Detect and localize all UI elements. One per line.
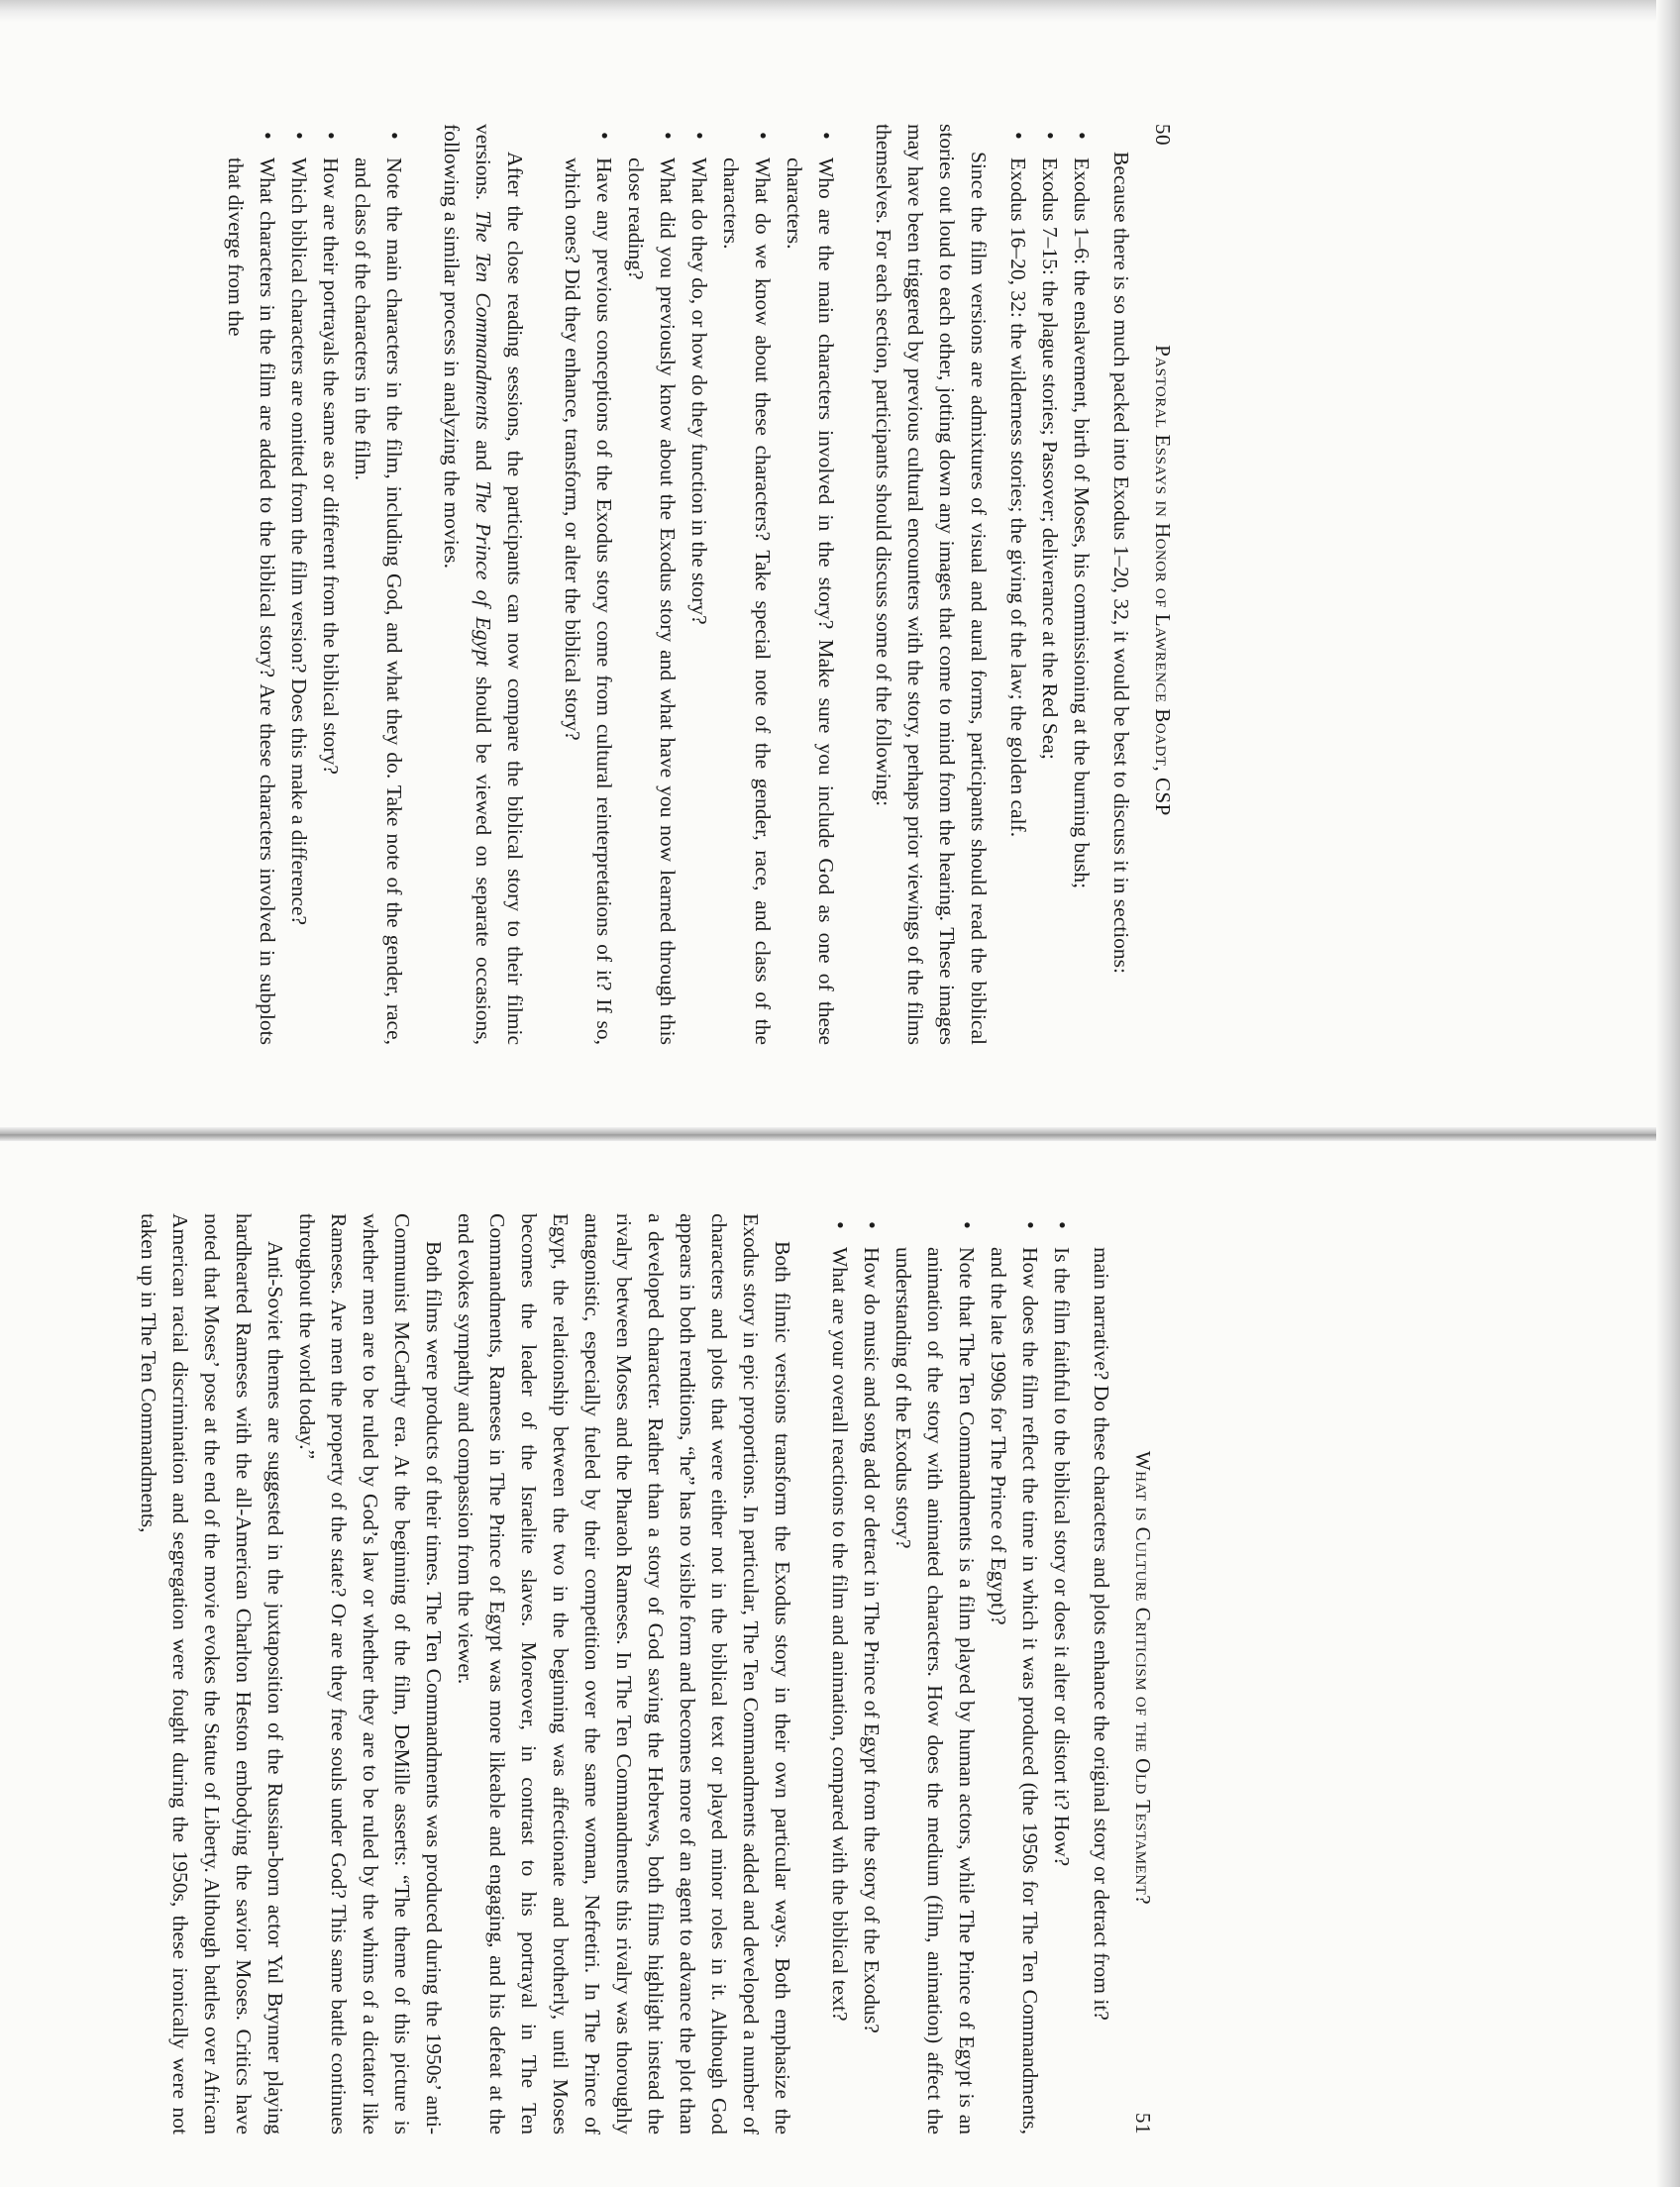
running-header	[1147, 124, 1179, 1045]
paragraph: Because there is so much packed into Exodus 1–20, 32, it would be best to discuss it in sections:	[1109, 152, 1133, 975]
list-item: • What are your overall reactions to the film and animation, compared with the biblical text?	[824, 1247, 856, 2135]
section-list	[1002, 124, 1098, 1045]
paragraph: Since the film versions are admixtures of visual and aural forms, participants should read the biblical stories out loud to each other, jotting down any images that come to mind from the hearing. These images may have been triggered by previous cultural encounters with the story, perhaps prior viewings of the films themselves. For each section, participants should discuss some of the following:	[872, 124, 991, 1045]
paragraph: Both films were products of their times. The Ten Commandments was produced during the 1950s’ anti-Communist McCarthy era. At the beginning of the film, DeMille asserts: “The theme of this picture is whether men are to be ruled by God’s law or whether they are to be ruled by the whims of a dictator like Rameses. Are men the property of the state? Or are they free souls under God? This same battle continues throughout the world today.”	[295, 1213, 446, 2135]
list-item: • Exodus 7–15: the plague stories; Passover; deliverance at the Red Sea;	[1034, 157, 1066, 1045]
book-spine-shadow	[0, 1127, 1680, 1141]
list-item: • Note the main characters in the film, including God, and what they do. Take note of the gender, race, and class of the characters in the film.	[347, 157, 410, 1045]
scan-right-edge	[1656, 0, 1680, 2187]
list-item: • Which biblical characters are omitted from the film version? Does this make a difference?	[283, 157, 315, 1045]
question-list	[557, 124, 842, 1045]
running-title: Pastoral Essays in Honor of Lawrence Boadt, CSP	[1151, 345, 1175, 816]
film-question-list	[220, 124, 410, 1045]
list-item: • Is the film faithful to the biblical story or does it alter or distort it? How?	[1046, 1247, 1078, 2135]
list-item: • What characters in the film are added to the biblical story? Are these characters involved in subplots that diverge from the	[220, 157, 283, 1045]
running-title: What is Culture Criticism of the Old Testament?	[1131, 1450, 1155, 1906]
list-item: • What do we know about these characters? Take special note of the gender, race, and class of the characters.	[715, 157, 779, 1045]
list-item: • What did you previously know about the Exodus story and what have you now learned through this close reading?	[620, 157, 683, 1045]
list-item: • Exodus 1–6: the enslavement, birth of Moses, his commissioning at the burning bush;	[1066, 157, 1098, 1045]
paragraph: Anti-Soviet themes are suggested in the juxtaposition of the Russian-born actor Yul Brynner playing hardhearted Rameses with the all-American Charlton Heston embodying the savior Moses. Critics have noted that Moses’ pose at the end of the movie evokes the Statue of Liberty. Although battles over African American racial discrimination and segregation were fought during the 1950s, these ironically were not taken up in The Ten Commandments,	[137, 1213, 287, 2135]
page-number: 50	[1151, 124, 1175, 146]
page-number: 51	[1131, 2113, 1155, 2135]
scan-top-edge	[0, 0, 1680, 22]
running-header	[1127, 1213, 1159, 2135]
list-item: • How does the film reflect the time in which it was produced (the 1950s for The Ten Commandments, and the late 1990s for The Prince of Egypt)?	[983, 1247, 1046, 2135]
text-run: and	[472, 429, 495, 481]
list-item: • How are their portrayals the same as or different from the biblical story?	[315, 157, 347, 1045]
list-item: • Have any previous conceptions of the Exodus story come from cultural reinterpretations of it? If so, which ones? Did they enhance, transform, or alter the biblical story?	[557, 157, 620, 1045]
paragraph	[436, 124, 531, 1045]
film-title: The Prince of Egypt	[472, 480, 495, 667]
film-question-list-continued	[824, 1213, 1078, 2135]
text-run: After the close reading sessions, the participants can now compare the biblical story to their filmic versions.	[472, 124, 527, 1045]
page-51	[137, 1213, 1159, 2135]
list-item: • Exodus 16–20, 32: the wilderness stories; the giving of the law; the golden calf.	[1002, 157, 1034, 1045]
page-50	[188, 124, 1179, 1045]
text-run: should be viewed on separate occasions, following a similar process in analyzing the movies.	[440, 124, 495, 1045]
list-item: • How do music and song add or detract in The Prince of Egypt from the story of the Exodus?	[856, 1247, 888, 2135]
list-item: • What do they do, or how do they function in the story?	[683, 157, 715, 1045]
paragraph: Both filmic versions transform the Exodus story in their own particular ways. Both emphasize the Exodus story in epic proportions. In particular, The Ten Commandments added and developed a number of characters and plots that were either not in the biblical text or played minor roles in it. Although God appears in both renditions, “he” has no visible form and becomes more of an agent to advance the plot than a developed character. Rather than a story of God saving the Hebrews, both films highlight instead the rivalry between Moses and the Pharaoh Rameses. In The Ten Commandments this rivalry was thoroughly antagonistic, especially fueled by their competition over the same woman, Nefretiri. In The Prince of Egypt, the relationship between the two in the beginning was affectionate and brotherly, until Moses becomes the leader of the Israelite slaves. Moreover, in contrast to his portrayal in The Ten Commandments, Rameses in The Prince of Egypt was more likeable and engaging, and his defeat at the end evokes sympathy and compassion from the viewer.	[454, 1213, 794, 2135]
film-title: The Ten Commandments	[472, 210, 495, 430]
paragraph: main narrative? Do these characters and plots enhance the original story or detract from it?	[1090, 1247, 1113, 2021]
list-item: • Note that The Ten Commandments is a film played by human actors, while The Prince of Egypt is an animation of the story with animated characters. How does the medium (film, animation) affect the understanding of the Exodus story?	[888, 1247, 983, 2135]
list-item: • Who are the main characters involved in the story? Make sure you include God as one of these characters.	[779, 157, 842, 1045]
